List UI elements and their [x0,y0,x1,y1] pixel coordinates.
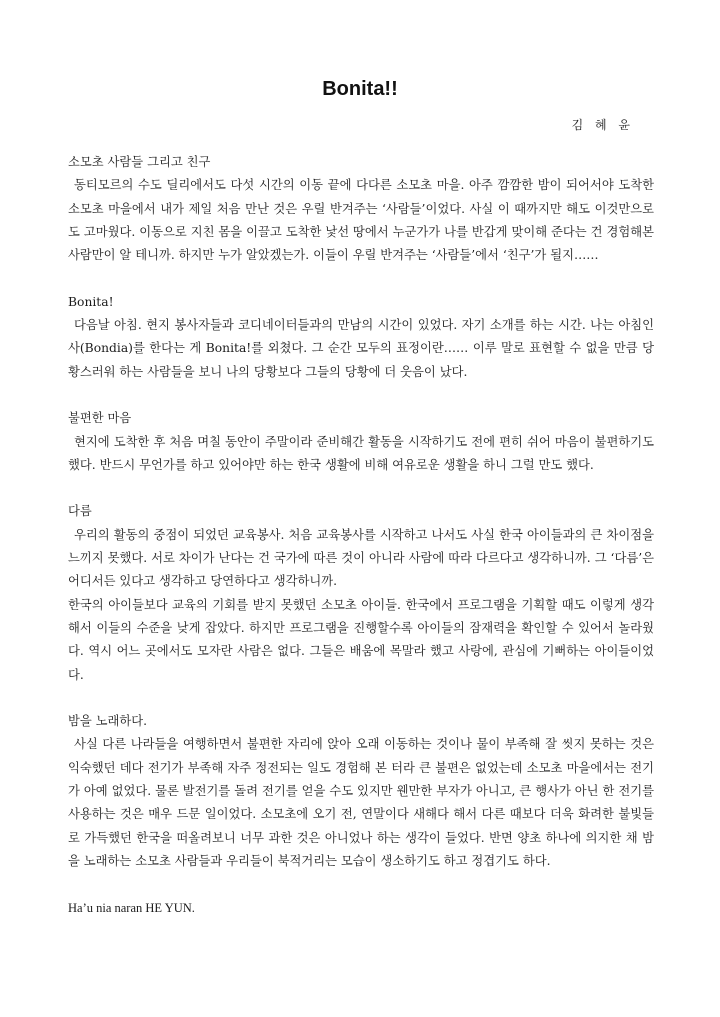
section-paragraph: 한국의 아이들보다 교육의 기회를 받지 못했던 소모초 아이들. 한국에서 프로그램을 기획할 때도 이렇게 생각해서 이들의 수준을 낮게 잡았다. 하지만 프로그램을 진행할수록 아이들의 잠재력을 확인할 수 있어서 놀라웠다. 역시 어느 곳에서도 모자란 사람은 없다. 그들은 배움에 목말라 했고 사랑에, 관심에 기뻐하는 아이들이었다. [68,597,654,682]
author-name: 김 혜 윤 [571,118,634,132]
section-paragraph: 다음날 아침. 현지 봉사자들과 코디네이터들과의 만남의 시간이 있었다. 자기 소개를 하는 시간. 나는 아침인사(Bondia)를 한다는 게 Bonita!를 외쳤다. 그 순간 모두의 표정이란…… 이루 말로 표현할 수 없을 만큼 당황스러워 하는 사람들을 보니 나의 당황보다 그들의 당황에 더 웃음이 났다. [68,318,654,379]
section-heading: 소모초 사람들 그리고 친구 [68,155,211,169]
section-heading: 불편한 마음 [68,411,132,426]
section-difference [68,500,654,686]
section-paragraph: 현지에 도착한 후 처음 며칠 동안이 주말이라 준비해간 활동을 시작하기도 전에 편히 쉬어 마음이 불편하기도 했다. 반드시 무언가를 하고 있어야만 하는 한국 생활에 비해 여유로운 생활을 하니 그럴 만도 했다. [68,434,654,472]
section-heading: 밤을 노래하다. [68,714,148,729]
closing-signature: Ha’u nia naran HE YUN. [68,900,195,915]
section-singing-night [68,710,654,873]
document-title: Bonita!! [322,78,398,100]
section-paragraph: 사실 다른 나라들을 여행하면서 불편한 자리에 앉아 오래 이동하는 것이나 물이 부족해 잘 씻지 못하는 것은 익숙했던 데다 전기가 부족해 자주 정전되는 일도 경험해 본 터라 큰 불편은 없었는데 소모초 마을에서는 전기가 아예 없었다. 물론 발전기를 돌려 전기를 얻을 수도 있지만 웬만한 부자가 아니고, 큰 행사가 아닌 한 전기를 사용하는 것은 매우 드문 일이었다. 소모초에 오기 전, 연말이다 새해다 해서 다른 때보다 더욱 화려한 불빛들로 가득했던 한국을 떠올려보니 너무 과한 것은 아니었나 하는 생각이 들었다. 반면 양초 하나에 의지한 채 밤을 노래하는 소모초 사람들과 우리들이 북적거리는 모습이 생소하기도 하고 정겹기도 하다. [68,737,654,868]
section-paragraph: 우리의 활동의 중점이 되었던 교육봉사. 처음 교육봉사를 시작하고 나서도 사실 한국 아이들과의 큰 차이점을 느끼지 못했다. 서로 차이가 난다는 건 국가에 따른 것이 아니라 사람에 따라 다르다고 생각하니까. 그 ‘다름’은 어디서든 있다고 생각하고 당연하다고 생각하니까. [68,527,654,589]
section-heading: 다름 [68,504,92,519]
section-uncomfortable-mind [68,407,654,477]
document-body [68,151,654,920]
section-somocho-people [68,151,654,267]
section-paragraph: 동티모르의 수도 딜리에서도 다섯 시간의 이동 끝에 다다른 소모초 마을. 아주 깜깜한 밤이 되어서야 도착한 소모초 마을에서 내가 제일 처음 만난 것은 우릴 반겨주는 ‘사람들’이었다. 사실 이 때까지만 해도 이것만으로도 고마웠다. 이동으로 지친 몸을 이끌고 도착한 낯선 땅에서 누군가가 나를 반갑게 맞이해 준다는 건 경험해본 사람만이 알 테니까. 하지만 누가 알았겠는가. 이들이 우릴 반겨주는 ‘사람들’에서 ‘친구’가 될지…… [68,178,654,263]
section-heading: Bonita! [68,294,114,309]
section-bonita [68,291,654,384]
